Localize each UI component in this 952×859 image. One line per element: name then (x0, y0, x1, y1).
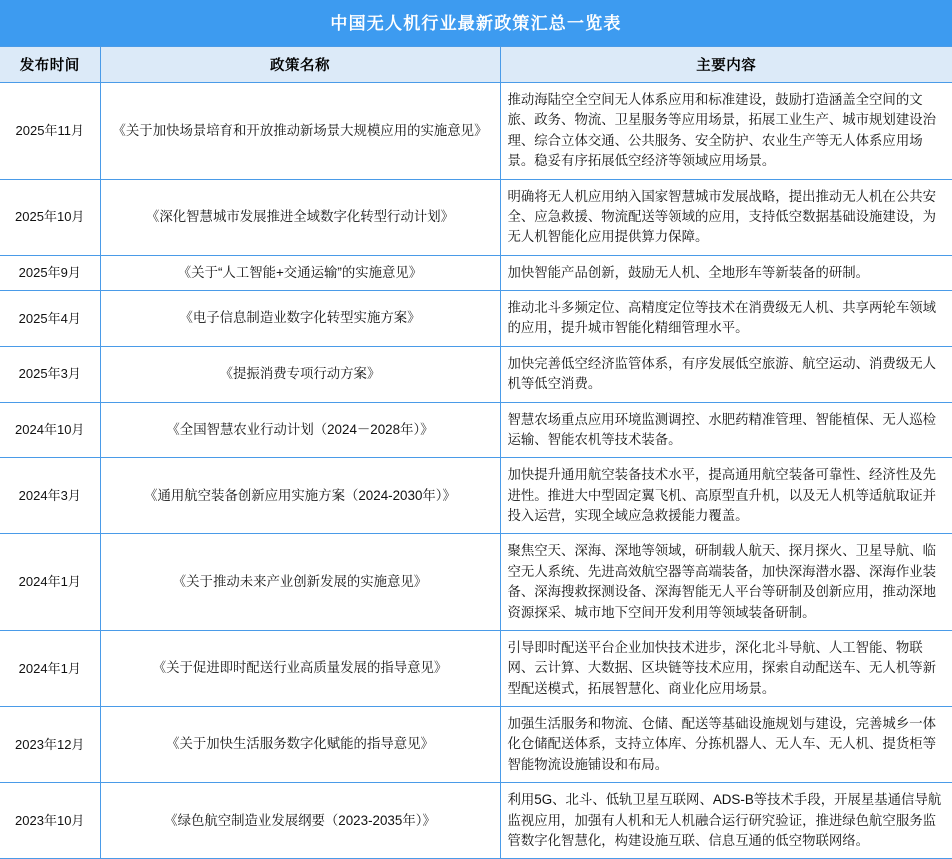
cell-release-date: 2023年12月 (0, 707, 100, 783)
cell-policy-name: 《提振消费专项行动方案》 (100, 346, 500, 402)
table-row (0, 402, 952, 458)
cell-policy-name: 《关于促进即时配送行业高质量发展的指导意见》 (100, 630, 500, 706)
cell-main-content: 聚焦空天、深海、深地等领域，研制载人航天、探月探火、卫星导航、临空无人系统、先进高效航空器等高端装备，加快深海潜水器、深海作业装备、深海搜救探测设备、深海智能无人平台等研制及创新应用，推动深地资源探采、城市地下空间开发利用等领域装备研制。 (500, 534, 952, 631)
cell-policy-name: 《绿色航空制造业发展纲要（2023-2035年）》 (100, 783, 500, 859)
cell-main-content: 引导即时配送平台企业加快技术进步，深化北斗导航、人工智能、物联网、云计算、大数据、区块链等技术应用，探索自动配送车、无人机等新型配送模式，拓展智慧化、商业化应用场景。 (500, 630, 952, 706)
cell-main-content: 加强生活服务和物流、仓储、配送等基础设施规划与建设，完善城乡一体化仓储配送体系，支持立体库、分拣机器人、无人车、无人机、提货柜等智能物流设施铺设和布局。 (500, 707, 952, 783)
table-row (0, 255, 952, 290)
cell-release-date: 2024年10月 (0, 402, 100, 458)
cell-main-content: 智慧农场重点应用环境监测调控、水肥药精准管理、智能植保、无人巡检运输、智能农机等技术装备。 (500, 402, 952, 458)
cell-policy-name: 《深化智慧城市发展推进全域数字化转型行动计划》 (100, 179, 500, 255)
cell-release-date: 2025年4月 (0, 291, 100, 347)
cell-release-date: 2025年9月 (0, 255, 100, 290)
cell-main-content: 加快完善低空经济监管体系，有序发展低空旅游、航空运动、消费级无人机等低空消费。 (500, 346, 952, 402)
cell-policy-name: 《通用航空装备创新应用实施方案（2024-2030年）》 (100, 458, 500, 534)
cell-policy-name: 《关于加快生活服务数字化赋能的指导意见》 (100, 707, 500, 783)
table-header-row (0, 47, 952, 83)
cell-policy-name: 《全国智慧农业行动计划（2024－2028年）》 (100, 402, 500, 458)
table-row (0, 291, 952, 347)
table-row (0, 783, 952, 859)
cell-main-content: 推动北斗多频定位、高精度定位等技术在消费级无人机、共享两轮车领域的应用，提升城市智能化精细管理水平。 (500, 291, 952, 347)
cell-release-date: 2024年3月 (0, 458, 100, 534)
policy-table (0, 46, 952, 859)
table-row (0, 346, 952, 402)
table-header (0, 47, 952, 83)
cell-release-date: 2023年10月 (0, 783, 100, 859)
cell-main-content: 推动海陆空全空间无人体系应用和标准建设，鼓励打造涵盖全空间的文旅、政务、物流、卫星服务等应用场景，拓展工业生产、城市规划建设治理、综合立体交通、公共服务、安全防护、农业生产等无人体系应用场景。稳妥有序拓展低空经济等领域应用场景。 (500, 83, 952, 180)
cell-policy-name: 《关于加快场景培育和开放推动新场景大规模应用的实施意见》 (100, 83, 500, 180)
column-header-policy-name: 政策名称 (100, 47, 500, 83)
cell-main-content: 加快提升通用航空装备技术水平，提高通用航空装备可靠性、经济性及先进性。推进大中型固定翼飞机、高原型直升机，以及无人机等适航取证并投入运营，实现全域应急救援能力覆盖。 (500, 458, 952, 534)
table-row (0, 458, 952, 534)
table-body (0, 83, 952, 859)
cell-policy-name: 《关于推动未来产业创新发展的实施意见》 (100, 534, 500, 631)
cell-release-date: 2024年1月 (0, 534, 100, 631)
table-row (0, 630, 952, 706)
cell-main-content: 明确将无人机应用纳入国家智慧城市发展战略，提出推动无人机在公共安全、应急救援、物流配送等领域的应用，支持低空数据基础设施建设，为无人机智能化应用提供算力保障。 (500, 179, 952, 255)
cell-main-content: 加快智能产品创新，鼓励无人机、全地形车等新装备的研制。 (500, 255, 952, 290)
table-row (0, 179, 952, 255)
title-banner (0, 0, 952, 46)
cell-main-content: 利用5G、北斗、低轨卫星互联网、ADS-B等技术手段，开展星基通信导航监视应用，加强有人机和无人机融合运行研究验证，推进绿色航空服务监管数字化智慧化，构建设施互联、信息互通的低空物联网络。 (500, 783, 952, 859)
cell-policy-name: 《关于“人工智能+交通运输”的实施意见》 (100, 255, 500, 290)
page-title: 中国无人机行业最新政策汇总一览表 (330, 13, 622, 33)
cell-release-date: 2025年10月 (0, 179, 100, 255)
cell-release-date: 2025年11月 (0, 83, 100, 180)
cell-policy-name: 《电子信息制造业数字化转型实施方案》 (100, 291, 500, 347)
table-row (0, 707, 952, 783)
table-row (0, 534, 952, 631)
cell-release-date: 2024年1月 (0, 630, 100, 706)
cell-release-date: 2025年3月 (0, 346, 100, 402)
table-row (0, 83, 952, 180)
column-header-date: 发布时间 (0, 47, 100, 83)
column-header-main-content: 主要内容 (500, 47, 952, 83)
